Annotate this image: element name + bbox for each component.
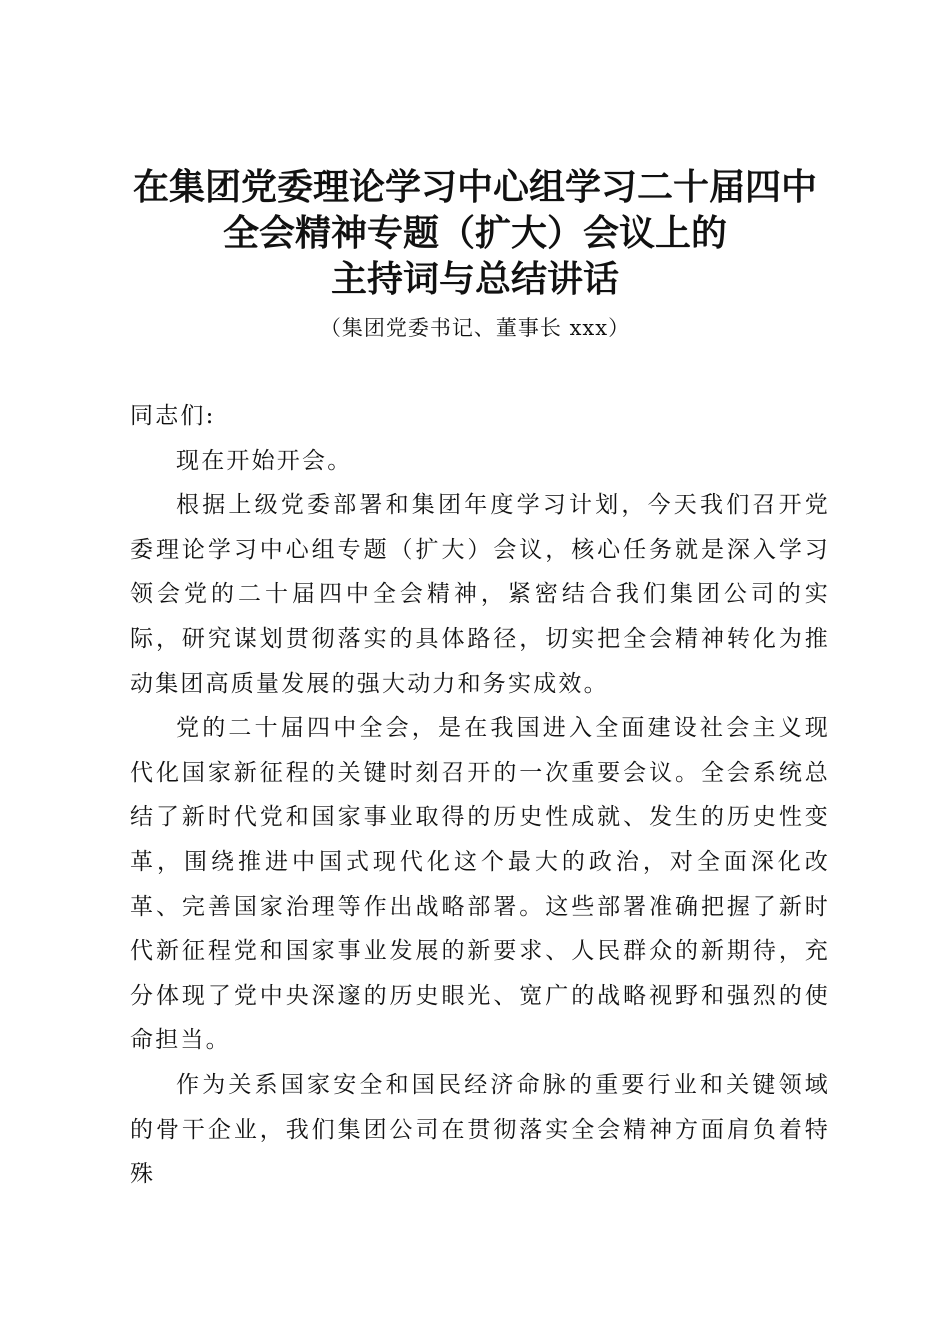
paragraph-3: 党的二十届四中全会，是在我国进入全面建设社会主义现代化国家新征程的关键时刻召开的一次重要会议。全会系统总结了新时代党和国家事业取得的历史性成就、发生的历史性变革，围绕推进中国式现代化这个最大的政治，对全面深化改革、完善国家治理等作出战略部署。这些部署准确把握了新时代新征程党和国家事业发展的新要求、人民群众的新期待，充分体现了党中央深邃的历史眼光、宽广的战略视野和强烈的使命担当。 (130, 715, 830, 1054)
speaker-subtitle: （集团党委书记、董事长 xxx） (319, 316, 631, 340)
paragraph-2: 根据上级党委部署和集团年度学习计划，今天我们召开党委理论学习中心组专题（扩大）会议，核心任务就是深入学习领会党的二十届四中全会精神，紧密结合我们集团公司的实际，研究谋划贯彻落实的具体路径，切实把全会精神转化为推动集团高质量发展的强大动力和务实成效。 (130, 492, 830, 697)
title-line-2: 全会精神专题（扩大）会议上的 (222, 213, 727, 254)
paragraph-1: 现在开始开会。 (176, 447, 353, 474)
document-header (100, 165, 850, 343)
paragraph-4: 作为关系国家安全和国民经济命脉的重要行业和关键领域的骨干企业，我们集团公司在贯彻落实全会精神方面肩负着特殊 (130, 1071, 830, 1188)
title-line-1: 在集团党委理论学习中心组学习二十届四中 (132, 167, 817, 208)
document-body (130, 394, 830, 1197)
title-line-3: 主持词与总结讲话 (330, 259, 619, 300)
salutation: 同志们: (130, 403, 216, 429)
